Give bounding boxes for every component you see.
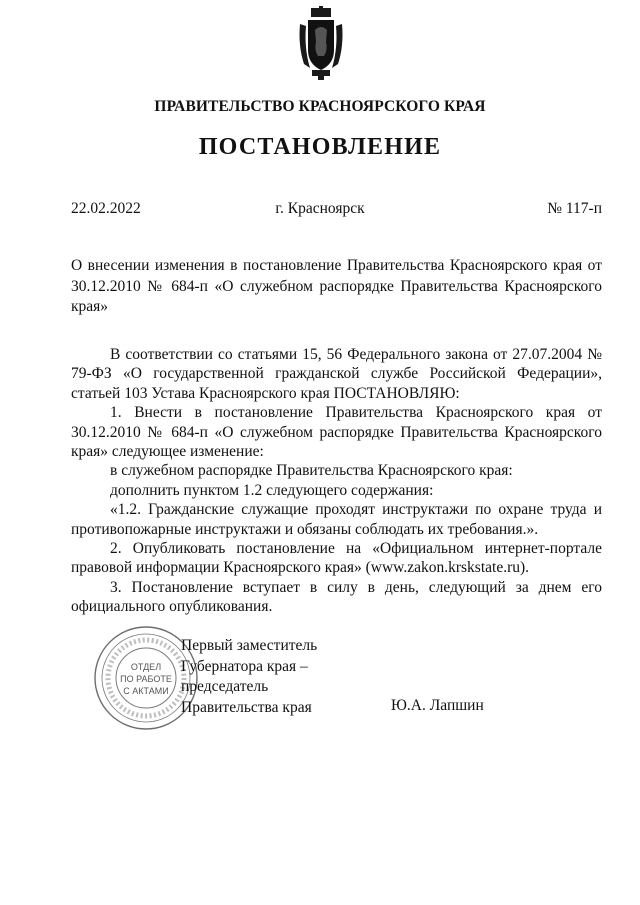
signature-line: Первый заместитель (181, 637, 318, 654)
stamp-line-1: ОТДЕЛ (130, 662, 162, 672)
org-name: ПРАВИТЕЛЬСТВО КРАСНОЯРСКОГО КРАЯ (154, 98, 486, 115)
body-paragraph: 2. Опубликовать постановление на «Официальном интернет-портале правовой информации Красноярского края» (www.zakon.krskstate.ru). (71, 540, 602, 577)
document-body (71, 345, 602, 617)
coat-of-arms-icon (298, 6, 344, 80)
signature-line: председатель (181, 678, 269, 695)
body-paragraph: 1. Внести в постановление Правительства Красноярского края от 30.12.2010 № 684-п «О служебном распорядке Правительства Красноярского края» следующее изменение: (71, 404, 602, 461)
body-paragraph: В соответствии со статьями 15, 56 Федерального закона от 27.07.2004 № 79-ФЗ «О государственной гражданской службе Российской Федерации», статьей 103 Устава Красноярского края ПОСТАНОВЛЯЮ: (71, 346, 602, 402)
body-paragraph: 3. Постановление вступает в силу в день, следующий за днем его официального опубликования. (71, 578, 602, 616)
document-city: г. Красноярск (275, 200, 365, 217)
signature-line: Губернатора края – (181, 657, 308, 675)
body-paragraph: в служебном распорядке Правительства Красноярского края: (110, 462, 513, 480)
body-paragraph: «1.2. Гражданские служащие проходят инструктажи по охране труда и противопожарные инструктажи и обязаны соблюдать их требования.». (71, 501, 602, 538)
document-number: № 117-п (547, 200, 602, 217)
document-subject: О внесении изменения в постановление Правительства Красноярского края от 30.12.2010 № 684-п «О служебном распорядке Правительства Красноярского края» (71, 257, 602, 315)
signature-block (181, 636, 317, 718)
document-date: 22.02.2022 (71, 200, 141, 217)
document-title: ПОСТАНОВЛЕНИЕ (198, 134, 442, 160)
body-paragraph: дополнить пунктом 1.2 следующего содержания: (110, 481, 434, 499)
stamp-line-2: ПО РАБОТЕ (120, 674, 172, 684)
stamp-line-3: С АКТАМИ (123, 686, 169, 696)
signer-name: Ю.А. Лапшин (391, 697, 484, 714)
signature-line: Правительства края (181, 698, 312, 716)
